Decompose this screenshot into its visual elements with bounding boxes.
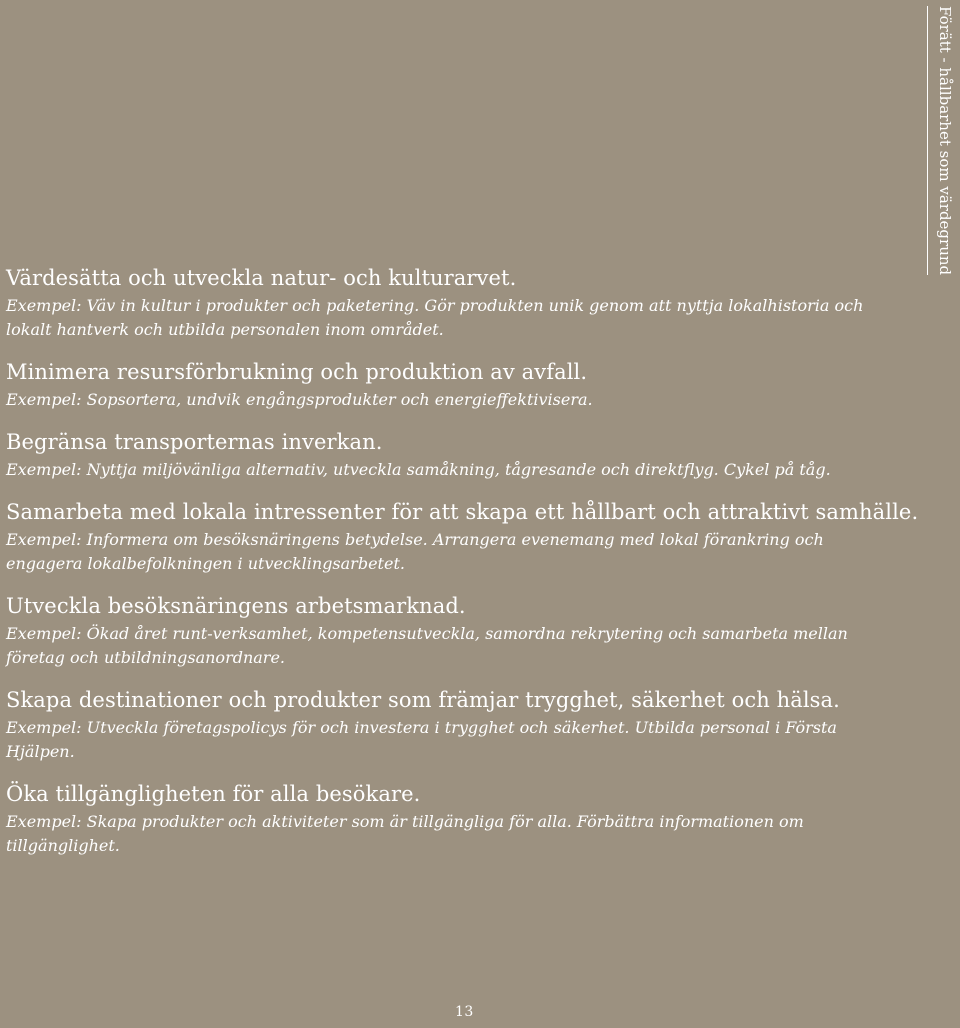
guideline-heading: Skapa destinationer och produkter som främjar trygghet, säkerhet och hälsa. <box>6 688 840 712</box>
page-number: 13 <box>455 1004 474 1020</box>
guideline-list <box>6 266 919 876</box>
guideline-heading: Minimera resursförbrukning och produktion av avfall. <box>6 360 588 384</box>
guideline-example: Exempel: Sopsortera, undvik engångsprodukter och energieffektivisera. <box>6 390 593 409</box>
guideline-example: Exempel: Väv in kultur i produkter och paketering. Gör produkten unik genom att nyttja lokalhistoria och lokalt hantverk och utbilda personalen inom området. <box>6 296 864 339</box>
guideline-heading: Öka tillgängligheten för alla besökare. <box>6 782 421 806</box>
guideline-example: Exempel: Nyttja miljövänliga alternativ, utveckla samåkning, tågresande och direktflyg. Cykel på tåg. <box>6 460 831 479</box>
guideline-example: Exempel: Ökad året runt-verksamhet, kompetensutveckla, samordna rekrytering och samarbeta mellan företag och utbildningsanordnare. <box>6 624 848 667</box>
guideline-accessibility <box>6 782 906 858</box>
guideline-example: Exempel: Skapa produkter och aktiviteter som är tillgängliga för alla. Förbättra informationen om tillgänglighet. <box>6 812 804 855</box>
side-section-label: Förätt - hållbarhet som värdegrund <box>927 6 956 275</box>
guideline-heading: Begränsa transporternas inverkan. <box>6 430 383 454</box>
guideline-example: Exempel: Informera om besöksnäringens betydelse. Arrangera evenemang med lokal förankring och engagera lokalbefolkningen i utvecklingsarbetet. <box>6 530 824 573</box>
guideline-safety <box>6 688 906 764</box>
guideline-transport <box>6 430 906 482</box>
guideline-heading: Samarbeta med lokala intressenter för att skapa ett hållbart och attraktivt samhälle. <box>6 500 919 524</box>
guideline-heading: Utveckla besöksnäringens arbetsmarknad. <box>6 594 466 618</box>
guideline-local-stakeholders <box>6 500 919 576</box>
guideline-resources <box>6 360 906 412</box>
guideline-example: Exempel: Utveckla företagspolicys för och investera i trygghet och säkerhet. Utbilda personal i Första Hjälpen. <box>6 718 837 761</box>
guideline-labor-market <box>6 594 906 670</box>
guideline-cultural-heritage <box>6 266 906 342</box>
guideline-heading: Värdesätta och utveckla natur- och kulturarvet. <box>6 266 517 290</box>
